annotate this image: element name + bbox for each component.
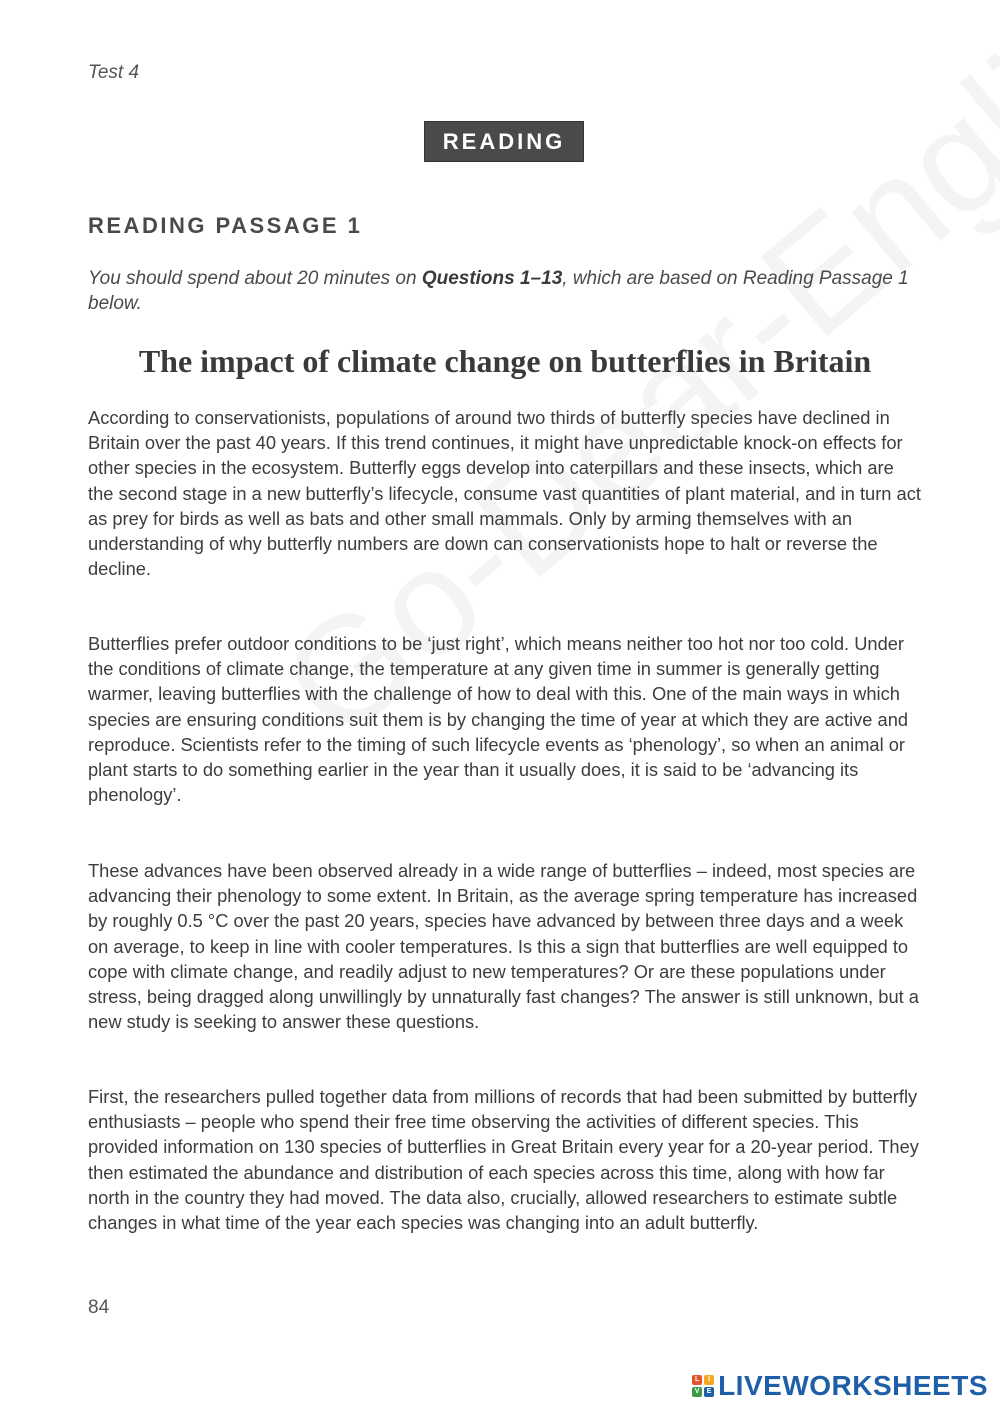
paragraph-1: According to conservationists, populations of around two thirds of butterfly species have declined in Britain over the past 40 years. If this trend continues, it might have unpredictable knock-on effects for other species in the ecosystem. Butterfly eggs develop into caterpillars and these insects, which are the second stage in a new butterfly’s lifecycle, consume vast quantities of plant material, and in turn act as prey for birds as well as bats and other small mammals. Only by arming themselves with an understanding of why butterfly numbers are down can conservationists hope to halt or reverse the decline. bbox=[88, 407, 921, 580]
section-banner: READING bbox=[424, 121, 584, 162]
passage-heading: READING PASSAGE 1 bbox=[88, 213, 363, 238]
logo-tile-3: V bbox=[692, 1387, 702, 1397]
liveworksheets-logo[interactable] bbox=[692, 1370, 988, 1402]
instructions-after: , which are based on Reading Passage 1 below. bbox=[88, 268, 909, 314]
article-title: The impact of climate change on butterflies in Britain bbox=[138, 343, 872, 379]
paragraph-4: First, the researchers pulled together data from millions of records that had been submitted by butterfly enthusiasts – people who spend their free time observing the activities of different species. This provided information on 130 species of butterflies in Great Britain every year for a 20-year period. They then estimated the abundance and distribution of each species across this time, along with how far north in the country they had moved. The data also, crucially, allowed researchers to estimate subtle changes in what time of the year each species was changing into an adult butterfly. bbox=[88, 1086, 919, 1234]
paragraph-2: Butterflies prefer outdoor conditions to be ‘just right’, which means neither too hot nor too cold. Under the conditions of climate change, the temperature at any given time in summer is generally getting warmer, leaving butterflies with the challenge of how to deal with this. One of the main ways in which species are ensuring conditions suit them is by changing the time of year at which they are active and reproduce. Scientists refer to the timing of such lifecycle events as ‘phenology’, so when an animal or plant starts to do something earlier in the year than it usually does, it is said to be ‘advancing its phenology’. bbox=[88, 633, 909, 806]
instructions-questions: Questions 1–13 bbox=[421, 268, 563, 289]
logo-tile-1: L bbox=[692, 1375, 702, 1385]
test-label: Test 4 bbox=[88, 62, 140, 83]
paragraph-3: These advances have been observed already in a wide range of butterflies – indeed, most species are advancing their phenology to some extent. In Britain, as the average spring temperature has increased by roughly 0.5 °C over the past 20 years, species have advanced by between three days and a week on average, to keep in line with cooler temperatures. Is this a sign that butterflies are well equipped to cope with climate change, and readily adjust to new temperatures? Or are these populations under stress, being dragged along unwillingly by unnaturally fast changes? The answer is still unknown, but a new study is seeking to answer these questions. bbox=[88, 860, 919, 1033]
instructions bbox=[88, 266, 918, 316]
logo-tile-2: I bbox=[704, 1375, 714, 1385]
logo-tile-4: E bbox=[704, 1387, 714, 1397]
liveworksheets-logo-icon bbox=[692, 1375, 714, 1397]
page-number: 84 bbox=[88, 1297, 110, 1318]
instructions-before: You should spend about 20 minutes on bbox=[88, 268, 422, 289]
liveworksheets-brand: LIVEWORKSHEETS bbox=[718, 1370, 988, 1401]
